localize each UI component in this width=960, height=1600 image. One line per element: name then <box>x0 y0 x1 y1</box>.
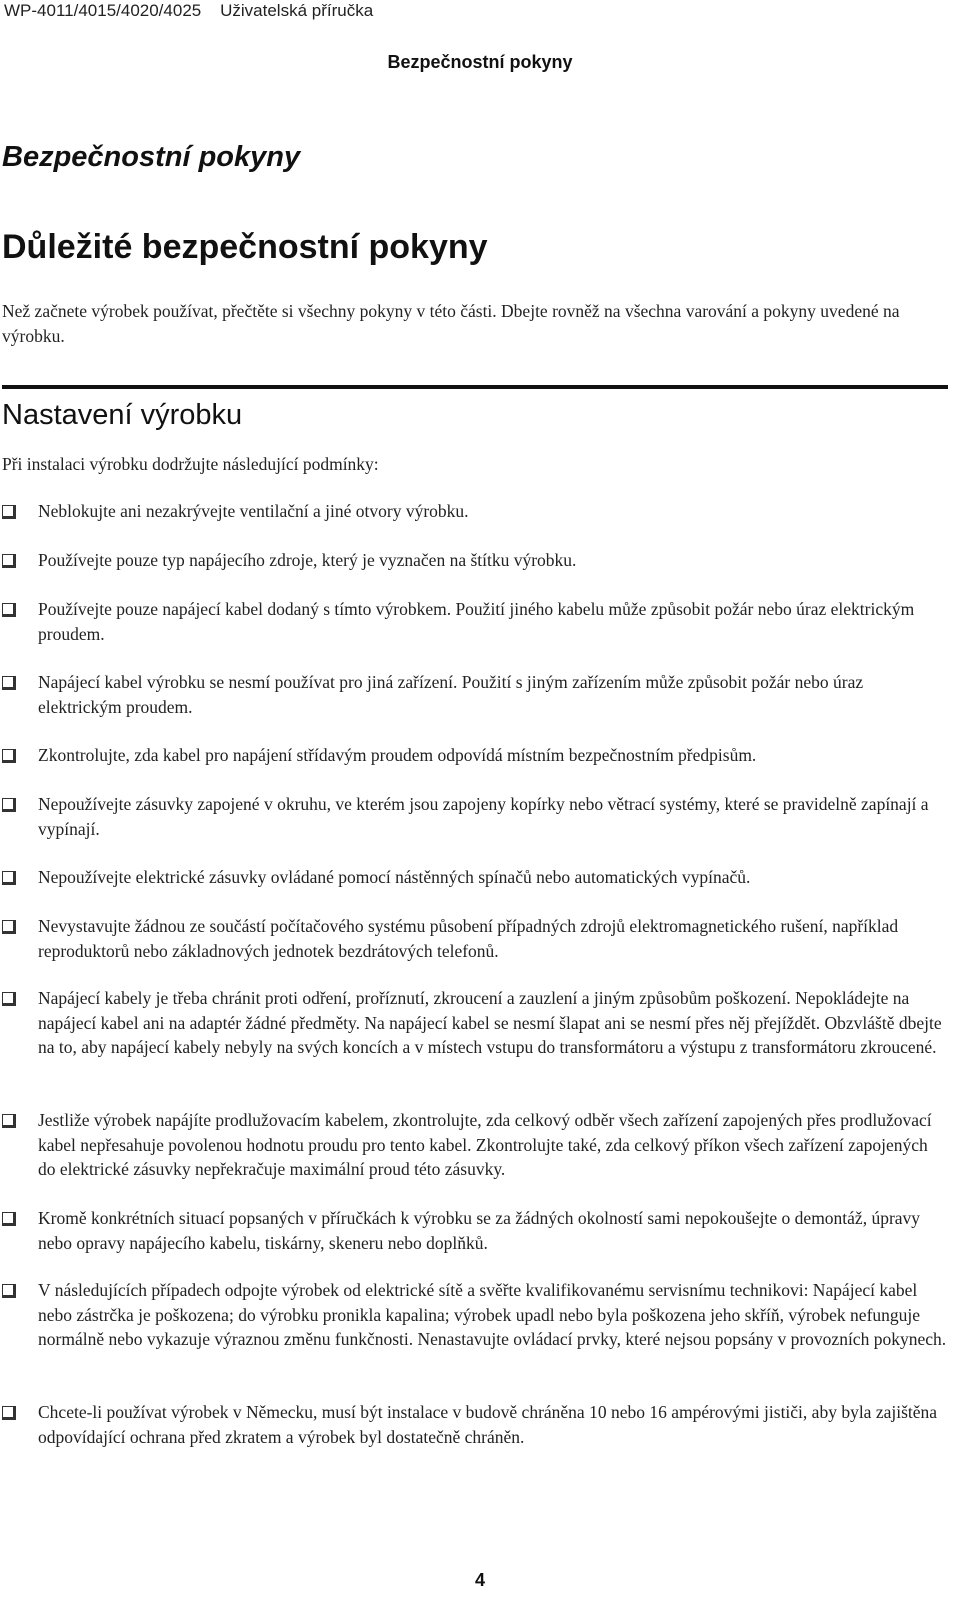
list-item-text: Nepoužívejte elektrické zásuvky ovládané pomocí nástěnných spínačů nebo automatických vypínačů. <box>38 867 751 887</box>
checkbox-bullet-icon <box>2 505 16 519</box>
list-item-text: Napájecí kabel výrobku se nesmí používat pro jiná zařízení. Použití s jiným zařízením může způsobit požár nebo úraz elektrickým proudem. <box>38 672 864 717</box>
list-item-text: Nepoužívejte zásuvky zapojené v okruhu, ve kterém jsou zapojeny kopírky nebo větrací systémy, které se pravidelně zapínají a vypínají. <box>38 794 929 839</box>
list-item <box>0 499 948 524</box>
list-item <box>0 792 948 841</box>
checkbox-bullet-icon <box>2 1212 16 1226</box>
list-item <box>0 914 948 963</box>
running-header-model-title: WP-4011/4015/4020/4025 Uživatelská příručka <box>4 1 374 20</box>
list-item-text: Napájecí kabely je třeba chránit proti odření, proříznutí, zkroucení a zauzlení a jiným způsobům poškození. Nepokládejte na napájecí kabel ani na adaptér žádné předměty. Na napájecí kabel se nesmí šlapat ani se nesmí přes něj přejíždět. Obzvláště dbejte na to, aby napájecí kabely nebyly na svých koncích a v místech vstupu do transformátoru a výstupu z transformátoru zkroucené. <box>38 988 942 1057</box>
list-item-text: Nevystavujte žádnou ze součástí počítačového systému působení případných zdrojů elektromagnetického rušení, například reproduktorů nebo základnových jednotek bezdrátových telefonů. <box>38 916 899 961</box>
list-item-text: Používejte pouze typ napájecího zdroje, který je vyznačen na štítku výrobku. <box>38 550 577 570</box>
list-item <box>0 1108 948 1182</box>
checkbox-bullet-icon <box>2 1406 16 1420</box>
checkbox-bullet-icon <box>2 992 16 1006</box>
list-item <box>0 1278 948 1352</box>
chapter-title: Bezpečnostní pokyny <box>2 141 301 173</box>
subsection-title: Nastavení výrobku <box>2 399 243 431</box>
intro-paragraph: Než začnete výrobek používat, přečtěte si všechny pokyny v této části. Dbejte rovněž na všechna varování a pokyny uvedené na výrobku. <box>2 301 900 346</box>
checkbox-bullet-icon <box>2 798 16 812</box>
list-item <box>0 597 948 646</box>
list-item-text: V následujících případech odpojte výrobek od elektrické sítě a svěřte kvalifikovanému servisnímu technikovi: Napájecí kabel nebo zástrčka je poškozena; do výrobku pronikla kapalina; výrobek upadl nebo byla poškozena jeho skříň, výrobek nefunguje normálně nebo vykazuje výraznou změnu funkčnosti. Nenastavujte ovládací prvky, které nejsou popsány v provozních pokynech. <box>38 1280 947 1349</box>
checkbox-bullet-icon <box>2 920 16 934</box>
list-item <box>0 548 948 573</box>
list-item <box>0 743 948 768</box>
list-item-text: Kromě konkrétních situací popsaných v příručkách k výrobku se za žádných okolností sami nepokoušejte o demontáž, úpravy nebo opravy napájecího kabelu, tiskárny, skeneru nebo doplňků. <box>38 1208 921 1253</box>
list-item-text: Neblokujte ani nezakrývejte ventilační a jiné otvory výrobku. <box>38 501 469 521</box>
section-title: Důležité bezpečnostní pokyny <box>2 228 488 266</box>
checkbox-bullet-icon <box>2 554 16 568</box>
running-header-section: Bezpečnostní pokyny <box>387 52 573 72</box>
page-number: 4 <box>474 1570 485 1590</box>
list-item-text: Používejte pouze napájecí kabel dodaný s tímto výrobkem. Použití jiného kabelu může způsobit požár nebo úraz elektrickým proudem. <box>38 599 915 644</box>
list-item <box>0 1206 948 1255</box>
list-item <box>0 670 948 719</box>
checkbox-bullet-icon <box>2 603 16 617</box>
checkbox-bullet-icon <box>2 749 16 763</box>
list-item-text: Chcete-li používat výrobek v Německu, musí být instalace v budově chráněna 10 nebo 16 ampérovými jističi, aby byla zajištěna odpovídající ochrana před zkratem a výrobek byl dostatečně chráněn. <box>38 1402 938 1447</box>
checkbox-bullet-icon <box>2 871 16 885</box>
checkbox-bullet-icon <box>2 1284 16 1298</box>
subsection-lead: Při instalaci výrobku dodržujte následující podmínky: <box>2 454 379 474</box>
list-item <box>0 1400 948 1449</box>
list-item-text: Jestliže výrobek napájíte prodlužovacím kabelem, zkontrolujte, zda celkový odběr všech zařízení zapojených přes prodlužovací kabel nepřesahuje povolenou hodnotu proudu pro tento kabel. Zkontrolujte také, zda celkový příkon všech zařízení zapojených do elektrické zásuvky nepřekračuje maximální proud této zásuvky. <box>38 1110 932 1179</box>
list-item-text: Zkontrolujte, zda kabel pro napájení střídavým proudem odpovídá místním bezpečnostním předpisům. <box>38 745 757 765</box>
checkbox-bullet-icon <box>2 676 16 690</box>
list-item <box>0 865 948 890</box>
checkbox-bullet-icon <box>2 1114 16 1128</box>
list-item <box>0 986 948 1060</box>
